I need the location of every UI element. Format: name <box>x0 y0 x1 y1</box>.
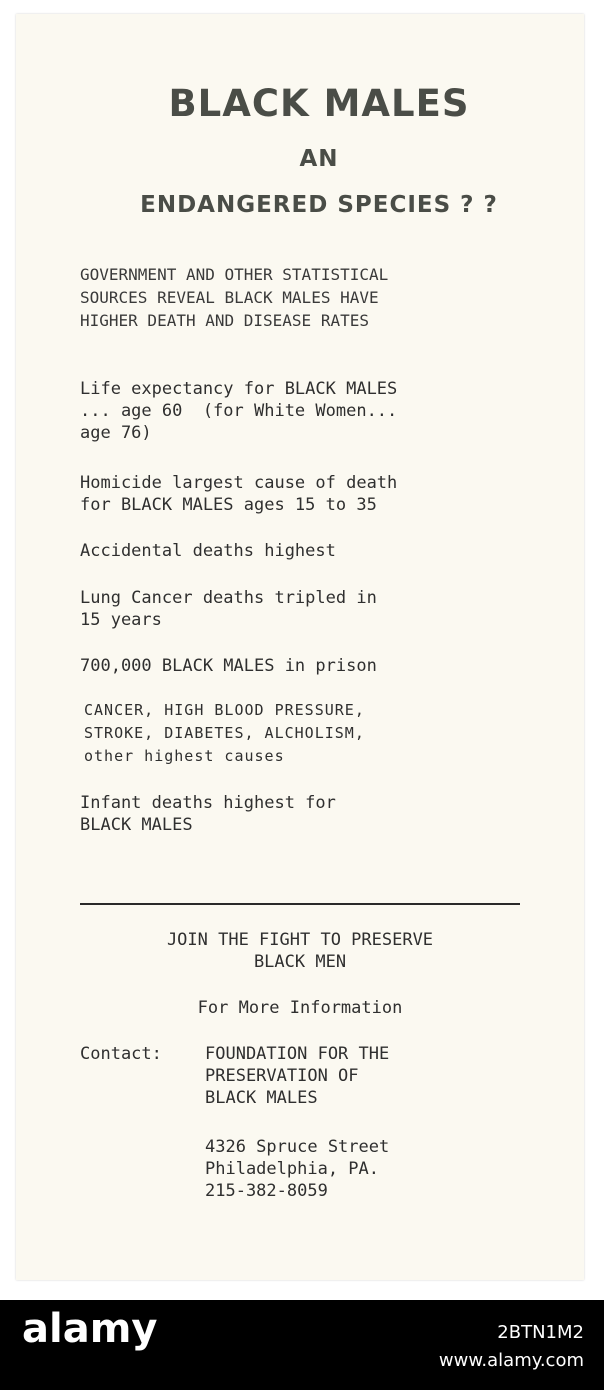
fact-other-causes: CANCER, HIGH BLOOD PRESSURE, STROKE, DIABETES, ALCHOLISM, other highest causes <box>84 701 365 765</box>
fact-prison: 700,000 BLACK MALES in prison <box>80 656 377 676</box>
fact-lung-cancer: Lung Cancer deaths tripled in 15 years <box>80 588 377 630</box>
fact-infant-deaths: Infant deaths highest for BLACK MALES <box>80 793 336 835</box>
contact-label: Contact: <box>80 1044 162 1064</box>
divider-rule <box>80 903 520 905</box>
flyer-title: BLACK MALES <box>168 82 470 125</box>
fact-life-expectancy: Life expectancy for BLACK MALES ... age 60 (for White Women... age 76) <box>80 379 398 443</box>
flyer-subtitle-an: AN <box>299 146 339 172</box>
more-info-label: For More Information <box>197 998 403 1018</box>
contact-address: 4326 Spruce Street Philadelphia, PA. 215-382-8059 <box>205 1137 390 1201</box>
contact-organization: FOUNDATION FOR THE PRESERVATION OF BLACK MALES <box>205 1044 390 1108</box>
call-to-action: JOIN THE FIGHT TO PRESERVE BLACK MEN <box>166 930 434 972</box>
image-id-label: 2BTN1M2 <box>497 1322 584 1343</box>
alamy-logo: alamy <box>22 1306 158 1352</box>
watermark-url: www.alamy.com <box>438 1350 584 1371</box>
fact-accidental-deaths: Accidental deaths highest <box>80 541 336 561</box>
flyer-subtitle-endangered: ENDANGERED SPECIES ? ? <box>140 192 498 218</box>
intro-statement: GOVERNMENT AND OTHER STATISTICAL SOURCES REVEAL BLACK MALES HAVE HIGHER DEATH AND DISEASE RATES <box>80 265 389 330</box>
fact-homicide: Homicide largest cause of death for BLACK MALES ages 15 to 35 <box>80 473 398 515</box>
